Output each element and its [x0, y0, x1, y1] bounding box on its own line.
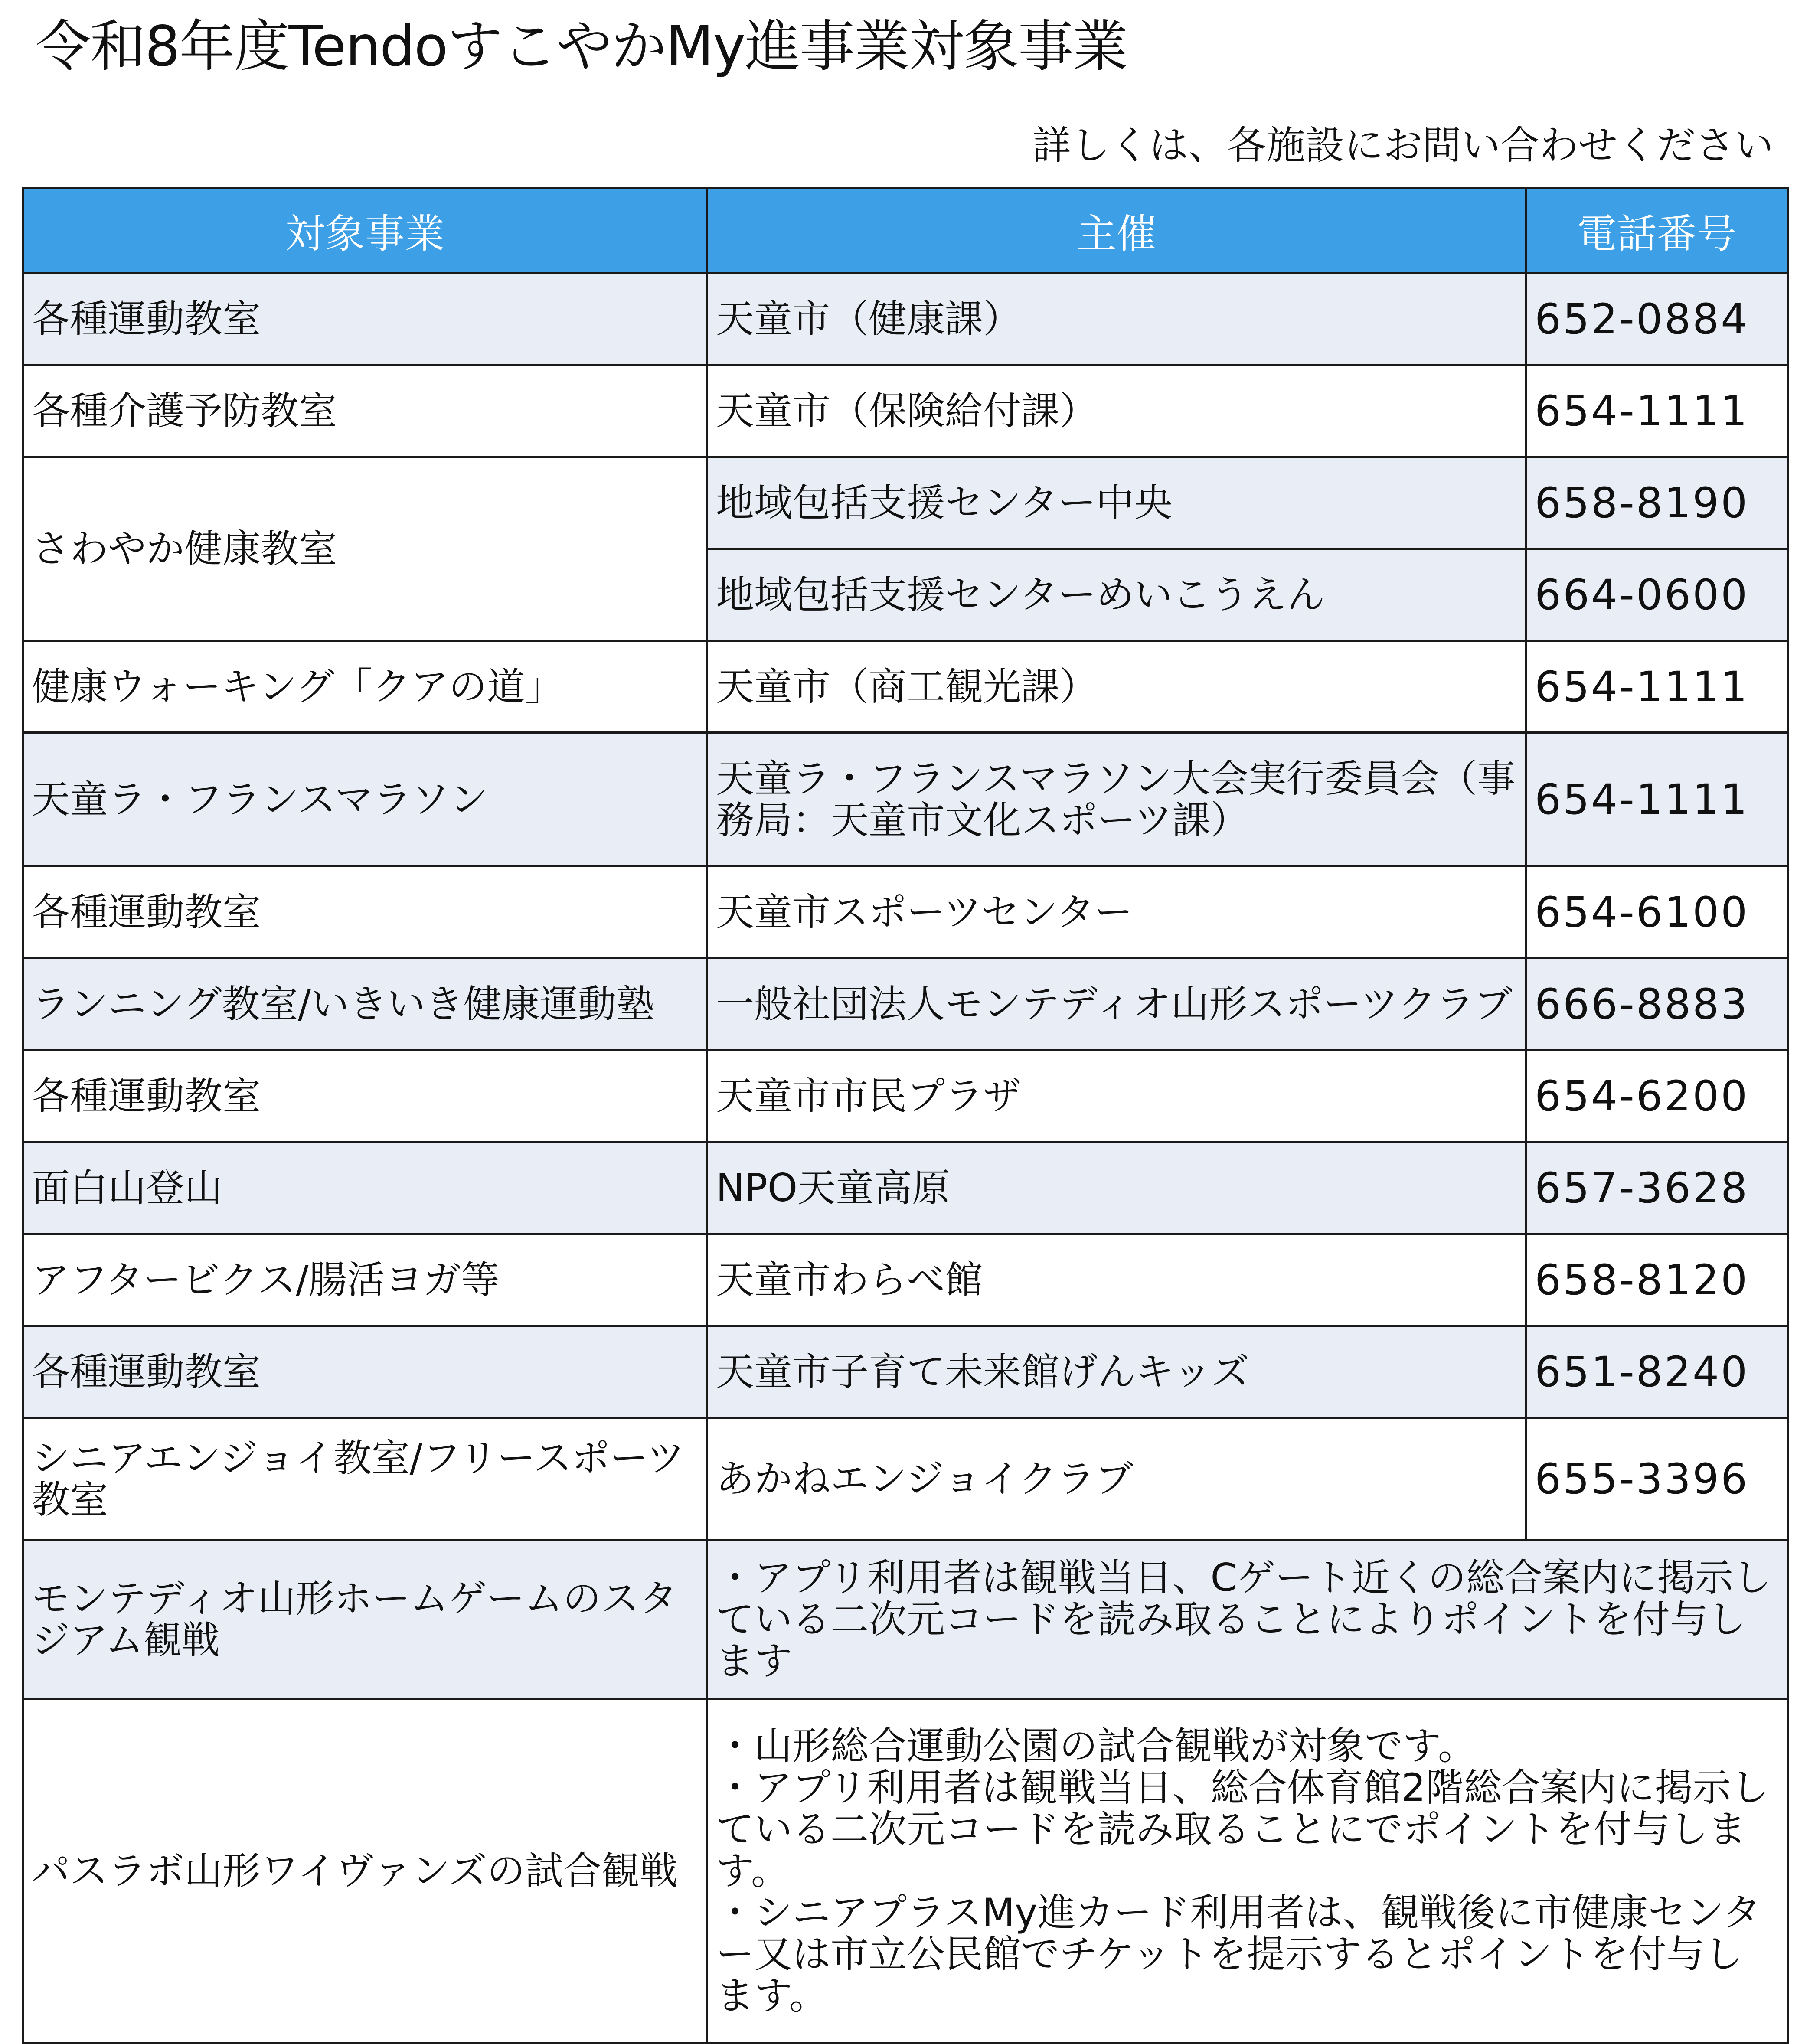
page-title: 令和8年度TendoすこやかMy進事業対象事業: [36, 14, 1127, 79]
detail-cell: [707, 1699, 1788, 2043]
phone-cell: 652-0884: [1526, 273, 1788, 365]
host-cell: あかねエンジョイクラブ: [707, 1418, 1526, 1540]
table-header-row: [23, 189, 1788, 273]
event-cell: 面白山登山: [23, 1142, 707, 1234]
program-table: [22, 187, 1789, 2044]
table-row: [23, 1050, 1788, 1142]
phone-cell: 651-8240: [1526, 1326, 1788, 1418]
detail-cell: [707, 1540, 1788, 1699]
table-row: [23, 1326, 1788, 1418]
host-cell: 一般社団法人モンテディオ山形スポーツクラブ: [707, 958, 1526, 1050]
event-cell: 各種運動教室: [23, 273, 707, 365]
header-host: 主催: [707, 189, 1526, 273]
contact-note: 詳しくは、各施設にお問い合わせください: [1032, 123, 1774, 168]
phone-cell: 658-8190: [1526, 457, 1788, 549]
host-cell: NPO天童高原: [707, 1142, 1526, 1234]
event-cell: 各種運動教室: [23, 1050, 707, 1142]
table-row: [23, 457, 1788, 549]
host-cell: 地域包括支援センターめいこうえん: [707, 549, 1526, 641]
table-row: [23, 1142, 1788, 1234]
event-cell: アフタービクス/腸活ヨガ等: [23, 1234, 707, 1326]
host-cell: 天童市（商工観光課）: [707, 641, 1526, 733]
event-cell: 健康ウォーキング「クアの道」: [23, 641, 707, 733]
event-cell: 各種運動教室: [23, 1326, 707, 1418]
phone-cell: 654-1111: [1526, 641, 1788, 733]
table-row: [23, 641, 1788, 733]
phone-cell: 658-8120: [1526, 1234, 1788, 1326]
host-cell: 天童市スポーツセンター: [707, 866, 1526, 958]
table-row: [23, 273, 1788, 365]
phone-cell: 666-8883: [1526, 958, 1788, 1050]
host-cell: 地域包括支援センター中央: [707, 457, 1526, 549]
header-event: 対象事業: [23, 189, 707, 273]
event-cell: 各種運動教室: [23, 866, 707, 958]
header-phone: 電話番号: [1526, 189, 1788, 273]
phone-cell: 655-3396: [1526, 1418, 1788, 1540]
event-cell: モンテディオ山形ホームゲームのスタジアム観戦: [23, 1540, 707, 1699]
phone-cell: 657-3628: [1526, 1142, 1788, 1234]
table-row: [23, 958, 1788, 1050]
detail-line: ・山形総合運動公園の試合観戦が対象です。: [716, 1723, 1476, 1768]
table-row: [23, 1699, 1788, 2043]
event-cell: さわやか健康教室: [23, 457, 707, 641]
table-row: [23, 733, 1788, 866]
phone-cell: 654-6100: [1526, 866, 1788, 958]
detail-line: ・シニアプラスMy進カード利用者は、観戦後に市健康センター又は市立公民館でチケットを提示するとポイントを付与します。: [716, 1890, 1761, 2018]
table-row: [23, 866, 1788, 958]
host-cell: 天童市市民プラザ: [707, 1050, 1526, 1142]
table-row: [23, 1234, 1788, 1326]
host-cell: 天童市子育て未来館げんキッズ: [707, 1326, 1526, 1418]
table-row: [23, 1418, 1788, 1540]
phone-cell: 654-1111: [1526, 733, 1788, 866]
host-cell: 天童市（保険給付課）: [707, 365, 1526, 457]
host-cell: 天童市わらべ館: [707, 1234, 1526, 1326]
phone-cell: 654-1111: [1526, 365, 1788, 457]
phone-cell: 654-6200: [1526, 1050, 1788, 1142]
event-cell: ランニング教室/いきいき健康運動塾: [23, 958, 707, 1050]
event-cell: 各種介護予防教室: [23, 365, 707, 457]
phone-cell: 664-0600: [1526, 549, 1788, 641]
event-cell: シニアエンジョイ教室/フリースポーツ教室: [23, 1418, 707, 1540]
table-row: [23, 365, 1788, 457]
host-cell: 天童ラ・フランスマラソン大会実行委員会（事務局：天童市文化スポーツ課）: [707, 733, 1526, 866]
event-cell: パスラボ山形ワイヴァンズの試合観戦: [23, 1699, 707, 2043]
host-cell: 天童市（健康課）: [707, 273, 1526, 365]
detail-line: ・アプリ利用者は観戦当日、Cゲート近くの総合案内に掲示している二次元コードを読み取ることによりポイントを付与します: [716, 1555, 1771, 1683]
event-cell: 天童ラ・フランスマラソン: [23, 733, 707, 866]
table-row: [23, 1540, 1788, 1699]
detail-line: ・アプリ利用者は観戦当日、総合体育館2階総合案内に掲示している二次元コードを読み取ることにでポイントを付与します。: [716, 1765, 1769, 1893]
